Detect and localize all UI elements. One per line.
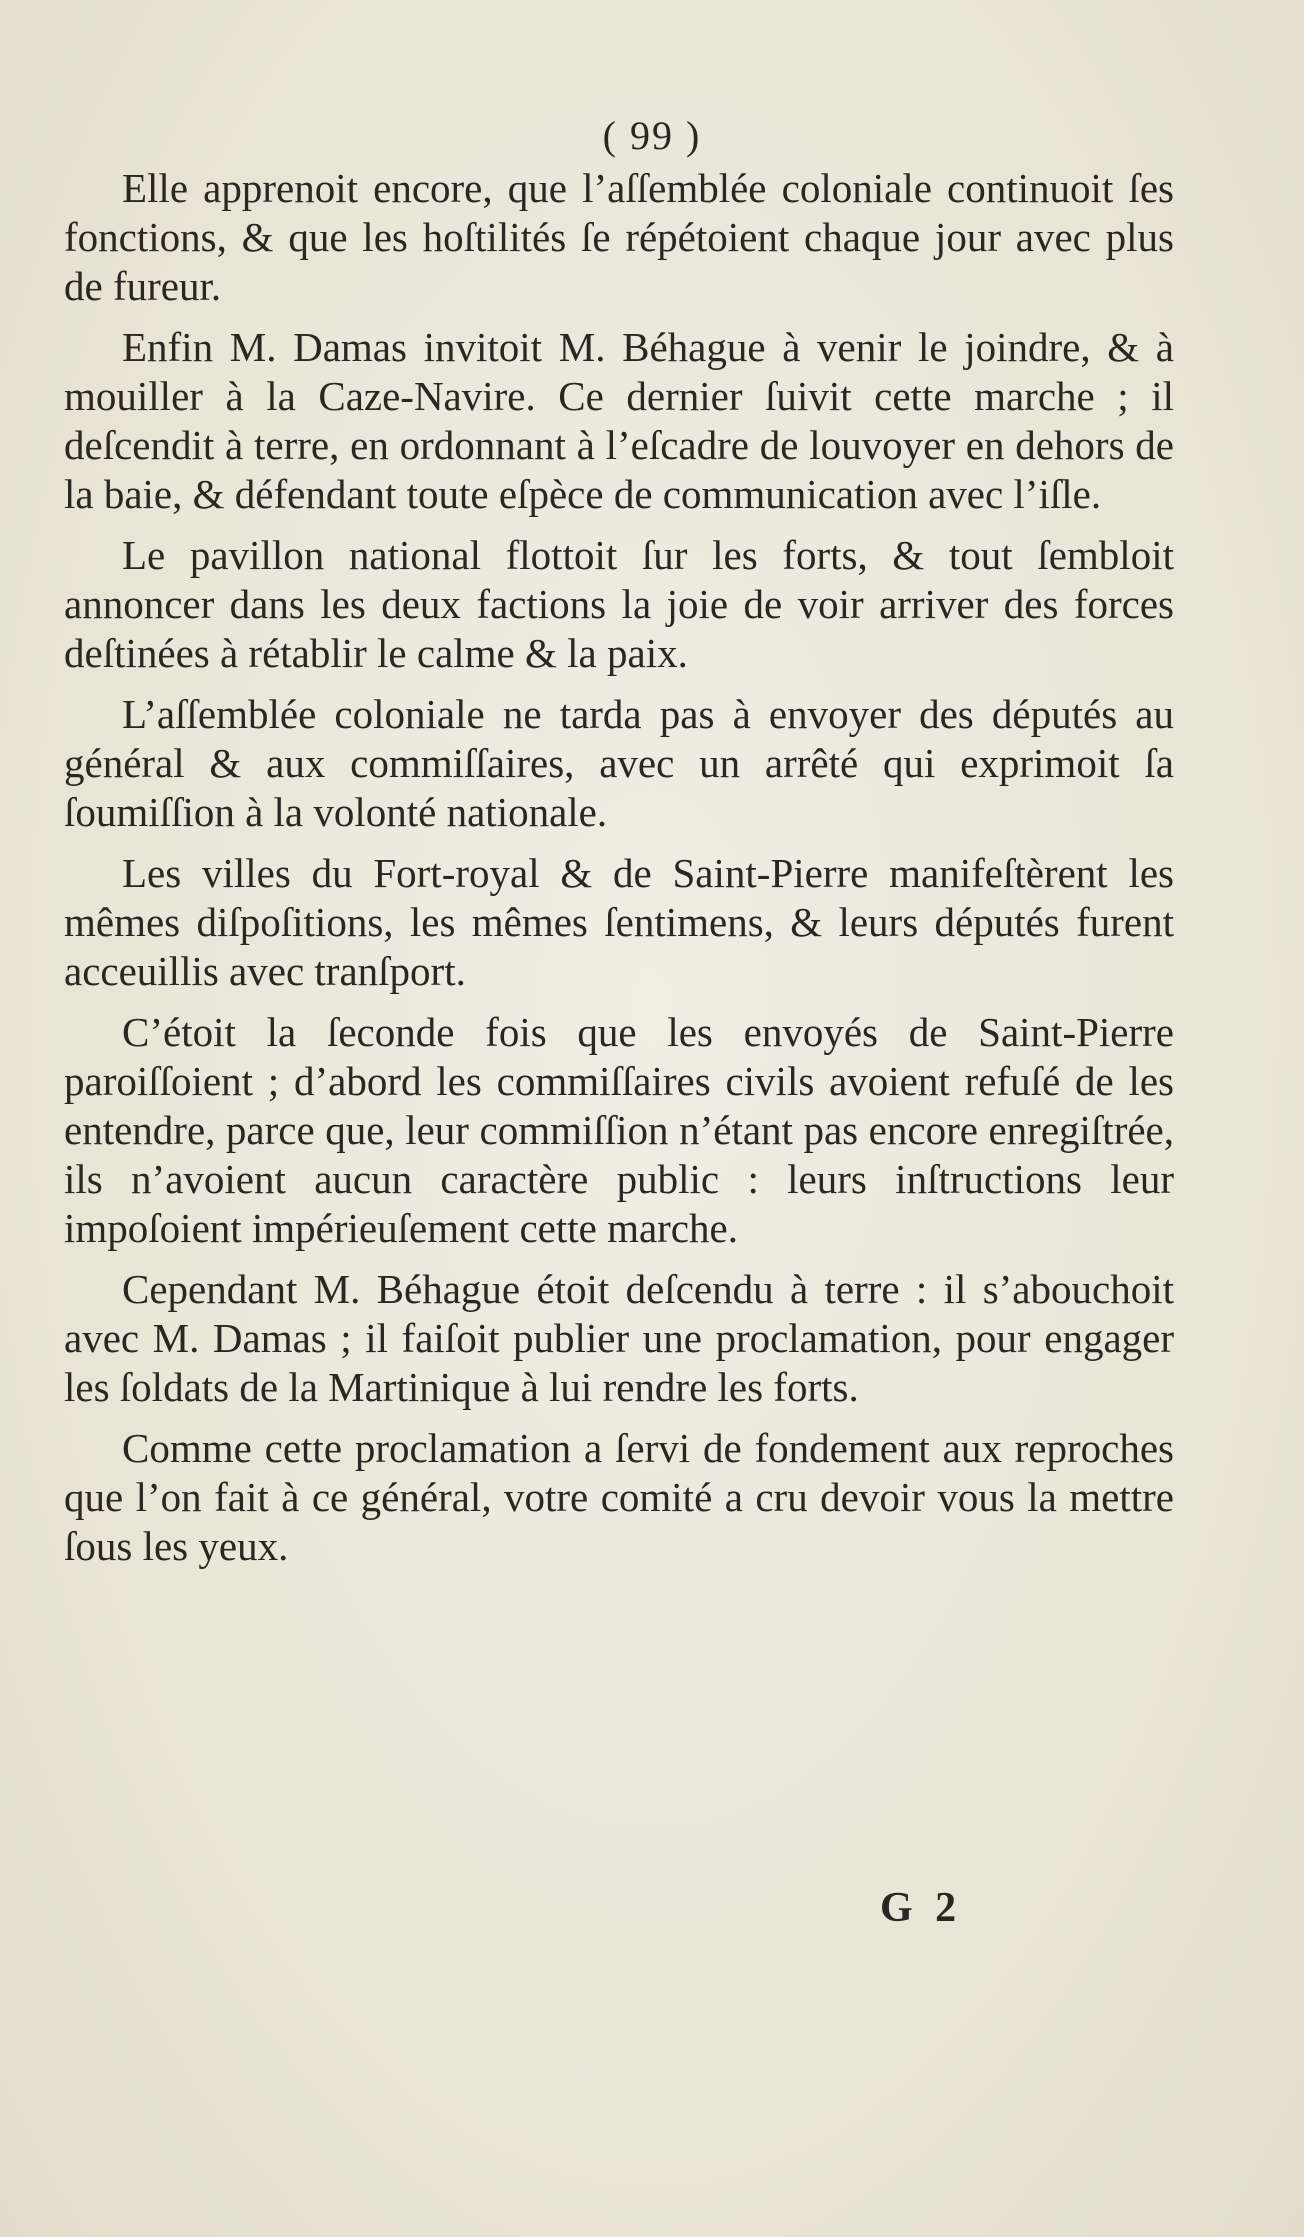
paragraph: Le pavillon national flottoit ſur les forts, & tout ſembloit annoncer dans les deux factions la joie de voir arriver des forces deſtinées à rétablir le calme & la paix. (64, 532, 1174, 676)
signature-mark: G 2 (880, 1885, 963, 1931)
paragraph: Enfin M. Damas invitoit M. Béhague à venir le joindre, & à mouiller à la Caze-Navire. Ce dernier ſuivit cette marche ; il deſcendit à terre, en ordonnant à l’eſcadre de louvoyer en dehors de la baie, & défendant toute eſpèce de communication avec l’iſle. (64, 324, 1174, 517)
paragraph: L’aſſemblée coloniale ne tarda pas à envoyer des députés au général & aux commiſſaires, avec un arrêté qui exprimoit ſa ſoumiſſion à la volonté nationale. (64, 691, 1174, 835)
paragraph: Les villes du Fort-royal & de Saint-Pierre manifeſtèrent les mêmes diſpoſitions, les mêmes ſentimens, & leurs députés furent acceuillis avec tranſport. (64, 850, 1174, 994)
page-number: ( 99 ) (602, 113, 702, 158)
paragraph: C’étoit la ſeconde fois que les envoyés de Saint-Pierre paroiſſoient ; d’abord les commiſſaires civils avoient refuſé de les entendre, parce que, leur commiſſion n’étant pas encore enregiſtrée, ils n’avoient aucun caractère public : leurs inſtructions leur impoſoient impérieuſement cette marche. (64, 1009, 1174, 1251)
paragraph: Comme cette proclamation a ſervi de fondement aux reproches que l’on fait à ce général, votre comité a cru devoir vous la mettre ſous les yeux. (64, 1425, 1174, 1569)
paragraph: Cependant M. Béhague étoit deſcendu à terre : il s’abouchoit avec M. Damas ; il faiſoit publier une proclamation, pour engager les ſoldats de la Martinique à lui rendre les forts. (64, 1266, 1174, 1410)
paragraph: Elle apprenoit encore, que l’aſſemblée coloniale continuoit ſes fonctions, & que les hoſtilités ſe répétoient chaque jour avec plus de fureur. (64, 165, 1174, 309)
page-body (64, 164, 1174, 1583)
